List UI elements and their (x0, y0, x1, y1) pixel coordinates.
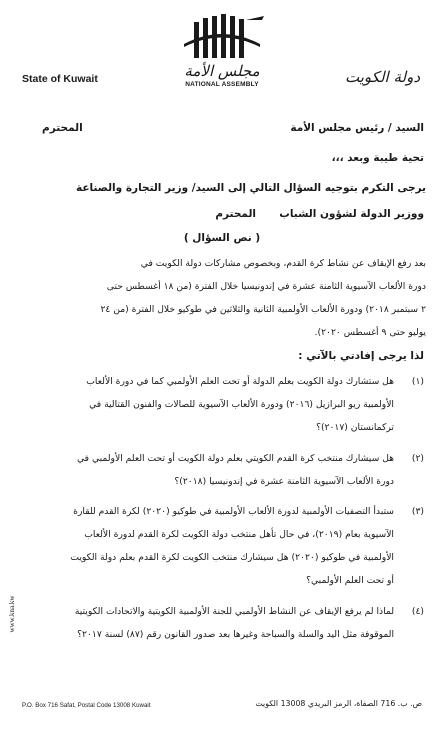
question-3-line-1: ستبدأ التصفيات الأولمبية لدورة الألعاب الأولمبية في طوكيو (٢٠٢٠) لكرة القدم للقارة (73, 506, 394, 517)
website-text: www.kna.kw (8, 595, 16, 633)
question-3-line-2: الآسيوية بعام (٢٠١٩)، في حال تأهل منتخب دولة الكويت لكرة القدم لدورة الألعاب (84, 529, 394, 540)
question-1-line-2: الأولمبية ريو البرازيل (٢٠١٦) ودورة الألعاب الآسيوية للصالات والفنون القتالية في (89, 399, 394, 410)
request-line-2: ووزير الدولة لشؤون الشباب (279, 208, 424, 220)
question-4-line-2: الموقوفة مثل اليد والسلة والسباحة وغيرها بعد صدور القانون رقم (٨٧) لسنة ٢٠١٧؟ (77, 629, 394, 640)
question-3-number: (٣) (411, 506, 424, 517)
assembly-name-english: NATIONAL ASSEMBLY (185, 81, 259, 88)
question-1-number: (١) (411, 376, 424, 387)
question-2-line-1: هل سيشارك منتخب كرة القدم الكويتي بعلم دولة الكويت أو تحت العلم الأولمبي في (77, 453, 394, 464)
question-2-number: (٢) (411, 453, 424, 464)
ask-header: لذا يرجى إفادتي بالآتي : (298, 350, 424, 362)
intro-line-2: دورة الألعاب الآسيوية الثامنة عشرة في إندونيسيا خلال الفترة (من ١٨ أغسطس حتى (106, 281, 426, 292)
addressee-honorific: المحترم (42, 122, 83, 134)
assembly-name-arabic: مجلس الأمة (184, 62, 260, 80)
addressee: السيد / رئيس مجلس الأمة (290, 122, 424, 134)
state-name-english: State of Kuwait (22, 73, 98, 85)
question-1-line-3: تركمانستان (٢٠١٧)؟ (316, 422, 394, 433)
state-name-arabic: دولة الكويت (345, 68, 420, 86)
footer-address-english: P.O. Box 716 Safat, Postal Code 13008 Kuwait (22, 702, 151, 709)
intro-line-3: ٢ سبتمبر ٢٠١٨) ودورة الألعاب الأولمبية الثانية والثلاثين في طوكيو خلال الفترة (من ٢٤ (100, 304, 426, 315)
greeting: تحية طيبة وبعد ،،، (331, 152, 424, 164)
question-header: ( نص السؤال ) (183, 232, 261, 244)
question-3-line-3: الأولمبية في طوكيو (٢٠٢٠) هل سيشارك منتخب الكويت لكرة القدم بعلم دولة الكويت (70, 552, 394, 563)
intro-line-4: يوليو حتى ٩ أغسطس ٢٠٢٠). (314, 327, 426, 338)
question-1-line-1: هل ستشارك دولة الكويت بعلم الدولة أو تحت العلم الأولمبي كما في دورة الألعاب (86, 376, 394, 387)
footer-address-arabic: ص. ب. 716 الصفاة، الرمز البريدي 13008 الكويت (255, 699, 422, 708)
intro-line-1: بعد رفع الإيقاف عن نشاط كرة القدم، وبخصوص مشاركات دولة الكويت في (140, 258, 426, 269)
question-3-line-4: أو تحت العلم الأولمبي؟ (306, 575, 394, 586)
question-4-number: (٤) (411, 606, 424, 617)
request-honorific: المحترم (215, 208, 256, 220)
question-2-line-2: دورة الألعاب الآسيوية الثامنة عشرة في إندونيسيا (٢٠١٨)؟ (174, 476, 394, 487)
request-line-1: يرجى التكرم بتوجيه السؤال التالي إلى السيد/ وزير التجارة والصناعة (75, 182, 426, 194)
question-4-line-1: لماذا لم يرفع الإيقاف عن النشاط الأولمبي للجنة الأولمبية الكويتية والاتحادات الكويتية (74, 606, 394, 617)
